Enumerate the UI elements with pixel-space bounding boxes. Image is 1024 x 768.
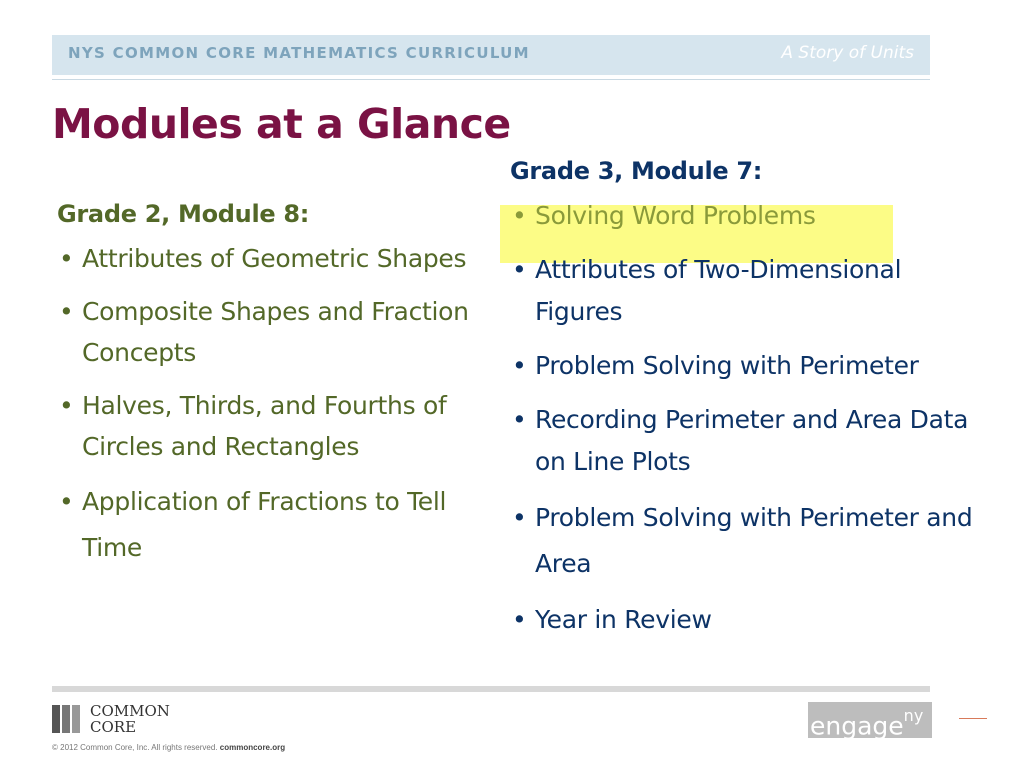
left-list [57, 238, 477, 571]
list-item: • Problem Solving with Perimeter [510, 345, 990, 387]
list-item: • Attributes of Two-Dimensional Figures [510, 249, 990, 333]
right-heading: Grade 3, Module 7: [510, 157, 763, 185]
left-column [57, 200, 477, 583]
right-list [510, 195, 990, 641]
copyright-link[interactable]: commoncore.org [219, 743, 286, 752]
list-item: • Problem Solving with Perimeter and Area [510, 495, 990, 587]
list-item: • Halves, Thirds, and Fourths of Circles and Rectangles [57, 385, 477, 467]
list-item: • Year in Review [510, 599, 990, 641]
story-label: A Story of Units [781, 43, 914, 63]
list-item: • Composite Shapes and Fraction Concepts [57, 291, 477, 373]
curriculum-label: NYS COMMON CORE MATHEMATICS CURRICULUM [68, 44, 530, 62]
list-item: • Recording Perimeter and Area Data on Line Plots [510, 399, 990, 483]
engage-ny-logo: engage$^{ny}$ [808, 702, 932, 738]
slide-title: Modules at a Glance [52, 100, 511, 148]
list-item-highlighted: • Solving Word Problems [510, 195, 990, 237]
logo-text: COMMON CORE [90, 702, 170, 736]
right-column [510, 157, 990, 653]
accent-line [959, 718, 987, 719]
left-heading: Grade 2, Module 8: [57, 200, 310, 228]
header-divider [52, 79, 930, 80]
list-item: • Attributes of Geometric Shapes [57, 238, 477, 279]
list-item: • Application of Fractions to Tell Time [57, 479, 477, 571]
footer-divider [52, 686, 930, 692]
copyright-text: © 2012 Common Core, Inc. All rights reserved. commoncore.org [52, 743, 286, 752]
